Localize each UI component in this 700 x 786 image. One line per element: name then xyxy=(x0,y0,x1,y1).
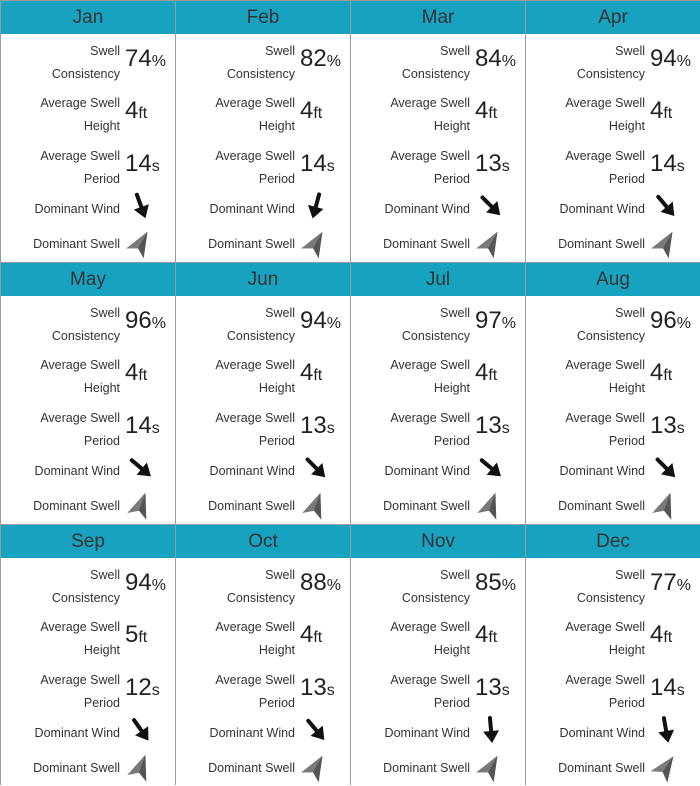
dominant-swell-label: Dominant Swell xyxy=(208,761,295,775)
wind-arrow-icon xyxy=(300,190,332,222)
wind-arrow-icon xyxy=(125,190,157,222)
swell-consistency-value: 82% xyxy=(300,45,341,72)
swell-height-row xyxy=(526,348,700,401)
swell-height-value: 4ft xyxy=(300,621,323,648)
swell-height-value: 4ft xyxy=(300,97,323,124)
wind-arrow-icon xyxy=(650,452,682,484)
swell-period-value: 14s xyxy=(125,412,160,439)
wind-arrow-icon xyxy=(475,714,507,746)
swell-height-label: Average Swell Height xyxy=(40,96,120,133)
dominant-swell-label: Dominant Swell xyxy=(33,499,120,513)
swell-height-row xyxy=(176,86,350,139)
month-header: Aug xyxy=(526,263,700,296)
swell-height-value: 4ft xyxy=(650,97,673,124)
dominant-wind-row xyxy=(526,192,700,227)
dominant-swell-row xyxy=(526,227,700,262)
dominant-wind-row xyxy=(526,716,700,751)
swell-period-value: 12s xyxy=(125,674,160,701)
swell-height-value: 4ft xyxy=(300,359,323,386)
dominant-swell-label: Dominant Swell xyxy=(208,499,295,513)
month-card-aug xyxy=(526,263,700,524)
dominant-swell-row xyxy=(526,751,700,786)
dominant-swell-row xyxy=(1,751,175,786)
dominant-swell-label: Dominant Swell xyxy=(383,237,470,251)
swell-period-row xyxy=(176,663,350,716)
swell-consistency-row xyxy=(526,296,700,348)
swell-consistency-value: 94% xyxy=(650,45,691,72)
month-header: Feb xyxy=(176,1,350,34)
dominant-swell-label: Dominant Swell xyxy=(558,237,645,251)
swell-height-label: Average Swell Height xyxy=(215,96,295,133)
swell-period-label: Average Swell Period xyxy=(40,149,120,186)
dominant-wind-label: Dominant Wind xyxy=(559,202,645,216)
swell-consistency-row xyxy=(176,296,350,348)
dominant-swell-row xyxy=(1,227,175,262)
month-header: May xyxy=(1,263,175,296)
swell-height-label: Average Swell Height xyxy=(390,96,470,133)
swell-height-label: Average Swell Height xyxy=(565,620,645,657)
dominant-wind-label: Dominant Wind xyxy=(34,202,120,216)
swell-height-value: 4ft xyxy=(475,359,498,386)
swell-consistency-row xyxy=(176,34,350,86)
month-card-feb xyxy=(176,1,350,262)
wind-arrow-icon xyxy=(300,714,332,746)
swell-period-row xyxy=(1,663,175,716)
dominant-swell-label: Dominant Swell xyxy=(558,499,645,513)
swell-arrow-icon xyxy=(475,489,507,521)
swell-consistency-label: Swell Consistency xyxy=(401,306,470,343)
dominant-wind-label: Dominant Wind xyxy=(209,464,295,478)
swell-consistency-value: 77% xyxy=(650,569,691,596)
swell-arrow-icon xyxy=(300,751,332,783)
swell-period-label: Average Swell Period xyxy=(215,149,295,186)
swell-period-row xyxy=(1,401,175,454)
dominant-wind-row xyxy=(1,454,175,489)
swell-consistency-label: Swell Consistency xyxy=(401,44,470,81)
dominant-swell-row xyxy=(351,751,525,786)
swell-arrow-icon xyxy=(300,489,332,521)
swell-arrow-icon xyxy=(125,489,157,521)
swell-arrow-icon xyxy=(475,227,507,259)
wind-arrow-icon xyxy=(125,452,157,484)
swell-height-row xyxy=(526,610,700,663)
swell-consistency-label: Swell Consistency xyxy=(51,306,120,343)
swell-height-row xyxy=(351,86,525,139)
swell-period-row xyxy=(1,139,175,192)
swell-arrow-icon xyxy=(125,751,157,783)
swell-height-value: 4ft xyxy=(475,621,498,648)
wind-arrow-icon xyxy=(650,714,682,746)
dominant-swell-row xyxy=(176,751,350,786)
month-card-sep xyxy=(1,525,175,786)
swell-height-label: Average Swell Height xyxy=(390,358,470,395)
dominant-wind-label: Dominant Wind xyxy=(34,726,120,740)
swell-period-row xyxy=(526,401,700,454)
swell-period-value: 13s xyxy=(300,412,335,439)
swell-height-label: Average Swell Height xyxy=(565,96,645,133)
swell-consistency-row xyxy=(526,34,700,86)
month-header: Sep xyxy=(1,525,175,558)
swell-arrow-icon xyxy=(650,751,682,783)
swell-period-value: 14s xyxy=(650,674,685,701)
dominant-wind-label: Dominant Wind xyxy=(34,464,120,478)
swell-consistency-row xyxy=(351,296,525,348)
dominant-wind-row xyxy=(351,716,525,751)
dominant-wind-label: Dominant Wind xyxy=(209,202,295,216)
dominant-wind-row xyxy=(526,454,700,489)
swell-height-row xyxy=(526,86,700,139)
swell-consistency-row xyxy=(351,558,525,610)
swell-consistency-label: Swell Consistency xyxy=(226,306,295,343)
dominant-wind-label: Dominant Wind xyxy=(384,726,470,740)
month-header: Jan xyxy=(1,1,175,34)
dominant-wind-label: Dominant Wind xyxy=(384,464,470,478)
swell-consistency-value: 74% xyxy=(125,45,166,72)
swell-period-row xyxy=(526,139,700,192)
dominant-swell-row xyxy=(176,227,350,262)
swell-height-label: Average Swell Height xyxy=(215,620,295,657)
swell-height-label: Average Swell Height xyxy=(40,358,120,395)
month-header: Apr xyxy=(526,1,700,34)
swell-arrow-icon xyxy=(650,489,682,521)
month-card-jul xyxy=(351,263,525,524)
swell-consistency-row xyxy=(176,558,350,610)
swell-consistency-value: 96% xyxy=(650,307,691,334)
swell-period-label: Average Swell Period xyxy=(215,673,295,710)
month-card-oct xyxy=(176,525,350,786)
swell-consistency-row xyxy=(351,34,525,86)
dominant-wind-row xyxy=(176,716,350,751)
swell-arrow-icon xyxy=(475,751,507,783)
swell-height-row xyxy=(351,610,525,663)
swell-height-value: 4ft xyxy=(650,621,673,648)
month-card-dec xyxy=(526,525,700,786)
month-header: Nov xyxy=(351,525,525,558)
swell-consistency-row xyxy=(526,558,700,610)
month-header: Dec xyxy=(526,525,700,558)
swell-height-value: 4ft xyxy=(475,97,498,124)
swell-height-label: Average Swell Height xyxy=(565,358,645,395)
swell-period-row xyxy=(351,663,525,716)
swell-period-row xyxy=(176,139,350,192)
dominant-wind-label: Dominant Wind xyxy=(384,202,470,216)
dominant-wind-label: Dominant Wind xyxy=(559,464,645,478)
swell-period-value: 13s xyxy=(300,674,335,701)
month-card-nov xyxy=(351,525,525,786)
dominant-swell-label: Dominant Swell xyxy=(383,499,470,513)
swell-period-label: Average Swell Period xyxy=(215,411,295,448)
swell-arrow-icon xyxy=(650,227,682,259)
dominant-wind-row xyxy=(1,716,175,751)
dominant-swell-label: Dominant Swell xyxy=(208,237,295,251)
swell-consistency-value: 88% xyxy=(300,569,341,596)
wind-arrow-icon xyxy=(125,714,157,746)
swell-period-label: Average Swell Period xyxy=(565,149,645,186)
swell-period-label: Average Swell Period xyxy=(565,673,645,710)
month-card-jan xyxy=(1,1,175,262)
swell-period-row xyxy=(351,139,525,192)
swell-consistency-label: Swell Consistency xyxy=(51,568,120,605)
swell-height-row xyxy=(1,610,175,663)
dominant-swell-label: Dominant Swell xyxy=(558,761,645,775)
swell-height-row xyxy=(1,348,175,401)
swell-consistency-value: 97% xyxy=(475,307,516,334)
dominant-swell-row xyxy=(176,489,350,524)
month-card-jun xyxy=(176,263,350,524)
swell-arrow-icon xyxy=(300,227,332,259)
swell-period-label: Average Swell Period xyxy=(565,411,645,448)
dominant-swell-label: Dominant Swell xyxy=(33,761,120,775)
swell-height-value: 5ft xyxy=(125,621,148,648)
swell-consistency-label: Swell Consistency xyxy=(576,306,645,343)
swell-period-value: 13s xyxy=(650,412,685,439)
swell-period-value: 13s xyxy=(475,412,510,439)
wind-arrow-icon xyxy=(300,452,332,484)
swell-period-value: 13s xyxy=(475,150,510,177)
dominant-swell-label: Dominant Swell xyxy=(383,761,470,775)
swell-period-row xyxy=(176,401,350,454)
swell-period-value: 14s xyxy=(650,150,685,177)
swell-height-row xyxy=(351,348,525,401)
swell-period-label: Average Swell Period xyxy=(390,149,470,186)
dominant-wind-label: Dominant Wind xyxy=(209,726,295,740)
dominant-swell-row xyxy=(351,489,525,524)
swell-height-row xyxy=(176,348,350,401)
month-header: Oct xyxy=(176,525,350,558)
swell-consistency-label: Swell Consistency xyxy=(576,568,645,605)
swell-height-value: 4ft xyxy=(650,359,673,386)
swell-consistency-label: Swell Consistency xyxy=(576,44,645,81)
dominant-wind-row xyxy=(351,454,525,489)
swell-consistency-value: 84% xyxy=(475,45,516,72)
swell-period-row xyxy=(526,663,700,716)
swell-consistency-label: Swell Consistency xyxy=(401,568,470,605)
swell-consistency-label: Swell Consistency xyxy=(226,44,295,81)
swell-height-row xyxy=(176,610,350,663)
swell-period-label: Average Swell Period xyxy=(390,411,470,448)
dominant-wind-label: Dominant Wind xyxy=(559,726,645,740)
swell-arrow-icon xyxy=(125,227,157,259)
swell-consistency-value: 94% xyxy=(300,307,341,334)
wind-arrow-icon xyxy=(475,452,507,484)
month-header: Jul xyxy=(351,263,525,296)
wind-arrow-icon xyxy=(475,190,507,222)
swell-consistency-row xyxy=(1,34,175,86)
wind-arrow-icon xyxy=(650,190,682,222)
dominant-swell-row xyxy=(351,227,525,262)
swell-period-row xyxy=(351,401,525,454)
month-card-mar xyxy=(351,1,525,262)
month-header: Jun xyxy=(176,263,350,296)
swell-period-value: 14s xyxy=(300,150,335,177)
swell-consistency-value: 94% xyxy=(125,569,166,596)
swell-height-label: Average Swell Height xyxy=(390,620,470,657)
swell-consistency-label: Swell Consistency xyxy=(51,44,120,81)
dominant-wind-row xyxy=(176,192,350,227)
dominant-swell-row xyxy=(526,489,700,524)
month-card-may xyxy=(1,263,175,524)
swell-period-label: Average Swell Period xyxy=(390,673,470,710)
swell-consistency-row xyxy=(1,558,175,610)
swell-height-value: 4ft xyxy=(125,97,148,124)
swell-consistency-row xyxy=(1,296,175,348)
dominant-wind-row xyxy=(176,454,350,489)
swell-height-row xyxy=(1,86,175,139)
swell-consistency-label: Swell Consistency xyxy=(226,568,295,605)
swell-height-label: Average Swell Height xyxy=(215,358,295,395)
swell-height-label: Average Swell Height xyxy=(40,620,120,657)
swell-period-value: 13s xyxy=(475,674,510,701)
month-card-apr xyxy=(526,1,700,262)
dominant-swell-label: Dominant Swell xyxy=(33,237,120,251)
dominant-wind-row xyxy=(1,192,175,227)
swell-period-label: Average Swell Period xyxy=(40,673,120,710)
swell-period-label: Average Swell Period xyxy=(40,411,120,448)
month-header: Mar xyxy=(351,1,525,34)
dominant-wind-row xyxy=(351,192,525,227)
dominant-swell-row xyxy=(1,489,175,524)
swell-height-value: 4ft xyxy=(125,359,148,386)
swell-consistency-value: 85% xyxy=(475,569,516,596)
swell-period-value: 14s xyxy=(125,150,160,177)
swell-consistency-value: 96% xyxy=(125,307,166,334)
